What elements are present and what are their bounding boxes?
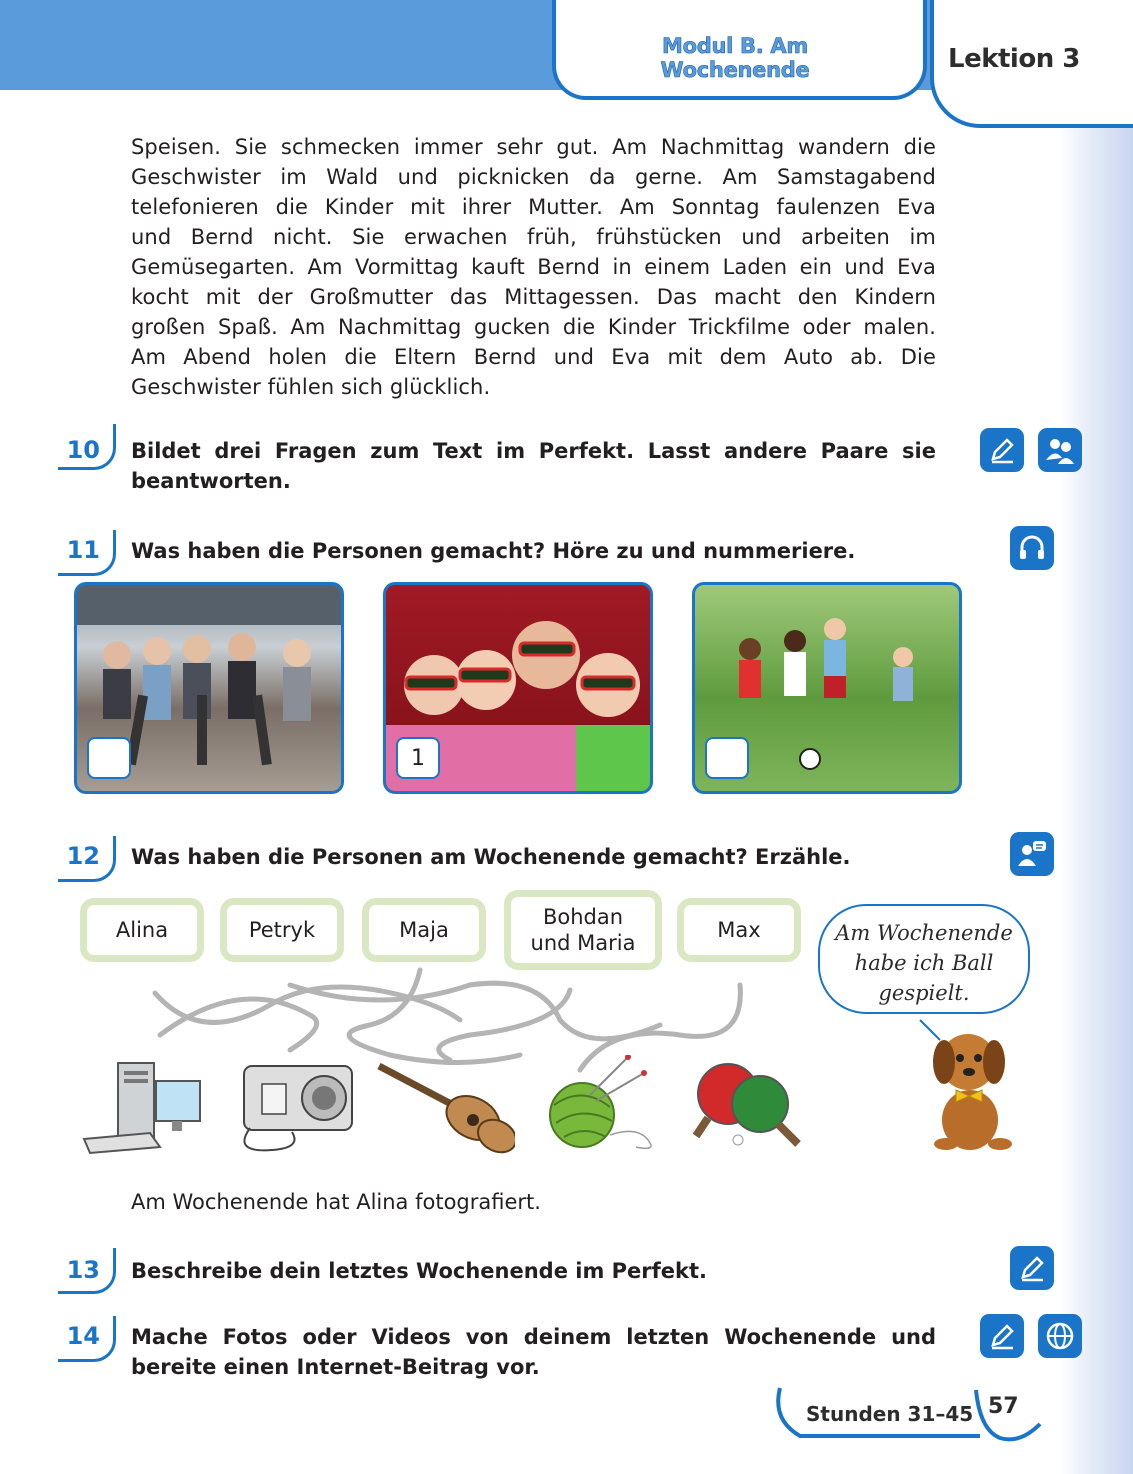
name-label: Max	[717, 918, 761, 942]
task-text: Was haben die Personen am Wochenende gemacht? Erzähle.	[131, 845, 851, 869]
task-text: Bildet drei Fragen zum Text im Perfekt. Lasst andere Paare sie beantworten.	[131, 439, 936, 493]
guitar-image	[375, 1060, 515, 1155]
text-line: Geschwister fühlen sich glücklich.	[131, 375, 491, 399]
speech-text: Am Wochenende habe ich Ball gespielt.	[835, 921, 1013, 1005]
task-number: 13	[66, 1256, 100, 1284]
name-label: Maja	[399, 918, 449, 942]
modul-title: Modul B. Am Wochenende	[660, 34, 810, 82]
name-box	[80, 898, 204, 962]
text-line: Am Abend holen die Eltern Bernd und Eva mit dem Auto ab. Die	[131, 345, 936, 369]
task-number: 11	[66, 536, 100, 564]
speech-bubble	[818, 904, 1030, 1014]
speaking-icon	[1010, 832, 1054, 876]
text-line: und Bernd nicht. Sie erwachen früh, frühstücken und arbeiten im	[131, 225, 936, 249]
photo-cinema	[383, 582, 653, 794]
page-number: 57	[988, 1394, 1019, 1419]
text-line: großen Spaß. Am Nachmittag gucken die Kinder Trickfilme oder malen.	[131, 315, 936, 339]
name-box	[362, 898, 486, 962]
dog-image	[900, 1010, 1040, 1155]
name-box	[220, 898, 344, 962]
photo-number-box[interactable]	[87, 737, 131, 779]
task-number: 10	[66, 436, 100, 464]
text-line: Geschwister im Wald und picknicken da gerne. Am Samstagabend	[131, 165, 936, 189]
text-line: Speisen. Sie schmecken immer sehr gut. Am Nachmittag wandern die	[131, 135, 936, 159]
text-line: Gemüsegarten. Am Vormittag kauft Bernd in einem Laden ein und Eva	[131, 255, 936, 279]
name-box	[504, 890, 662, 970]
reading-text	[131, 132, 936, 402]
photo-skateboarders	[74, 582, 344, 794]
computer-image	[80, 1055, 210, 1155]
internet-icon	[1038, 1314, 1082, 1358]
headphones-icon	[1010, 526, 1054, 570]
lektion-title: Lektion 3	[948, 44, 1080, 74]
pencil-icon	[980, 428, 1024, 472]
task-number: 12	[66, 842, 100, 870]
ping-pong-image	[690, 1060, 810, 1155]
photo-number-box[interactable]: 1	[396, 737, 440, 779]
side-gradient-band	[1060, 0, 1133, 1474]
photo-football	[692, 582, 962, 794]
task-text: Mache Fotos oder Videos von deinem letzten Wochenende und bereite einen Internet-Beitrag vor.	[131, 1325, 936, 1379]
text-line: kocht mit der Großmutter das Mittagessen. Das macht den Kindern	[131, 285, 936, 309]
pencil-icon	[980, 1314, 1024, 1358]
pair-work-icon	[1038, 428, 1082, 472]
photo-number-box[interactable]	[705, 737, 749, 779]
name-box	[677, 898, 801, 962]
task-number: 14	[66, 1322, 100, 1350]
camera-image	[232, 1058, 360, 1156]
task-text: Beschreibe dein letztes Wochenende im Perfekt.	[131, 1259, 708, 1283]
pencil-icon	[1010, 1246, 1054, 1290]
yarn-image	[540, 1055, 670, 1155]
task-text: Was haben die Personen gemacht? Höre zu und nummeriere.	[131, 539, 856, 563]
text-line: telefonieren die Kinder mit ihrer Mutter. Am Sonntag faulenzen Eva	[131, 195, 936, 219]
example-sentence: Am Wochenende hat Alina fotografiert.	[131, 1190, 541, 1214]
name-label: Petryk	[248, 918, 316, 942]
name-label: Alina	[115, 918, 169, 942]
footer-stunden: Stunden 31–45	[806, 1402, 974, 1426]
name-label: Bohdan und Maria	[530, 905, 636, 955]
